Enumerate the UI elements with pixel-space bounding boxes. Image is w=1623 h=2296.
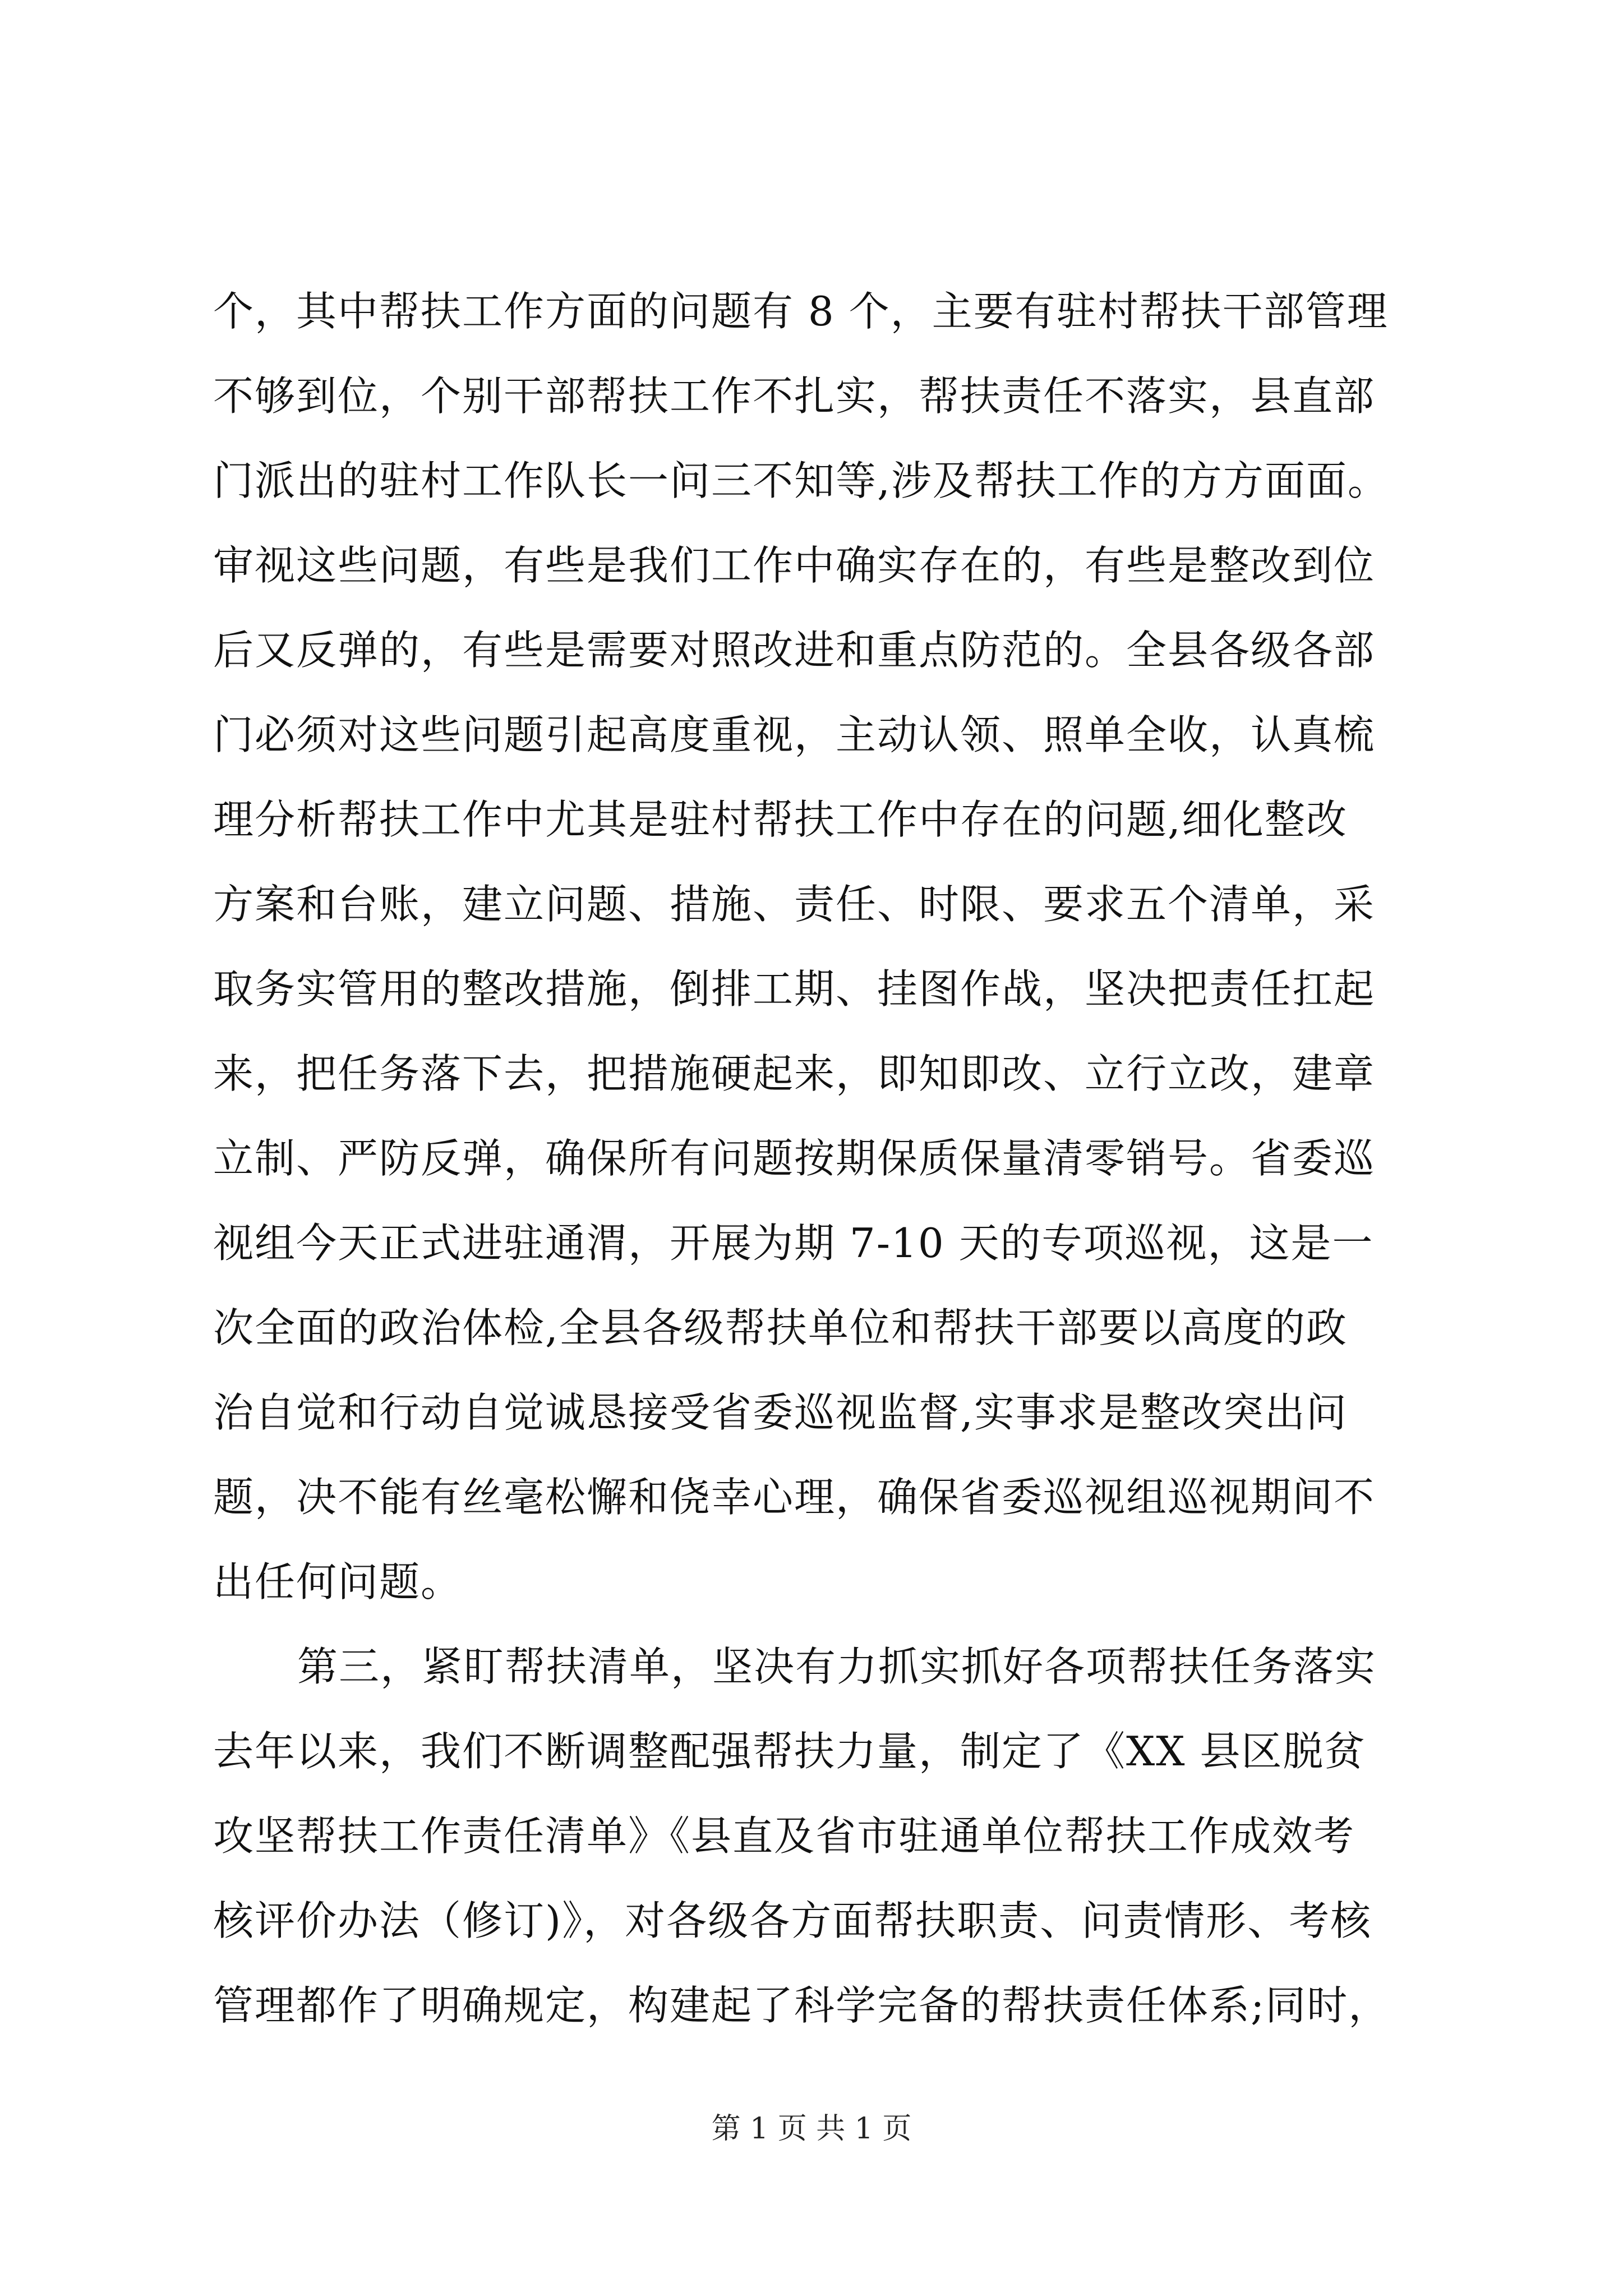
body-text [213,269,1424,2048]
text-line: 方案和台账，建立问题、措施、责任、时限、要求五个清单，采 [213,881,1376,928]
section-heading-line: 第三，紧盯帮扶清单，坚决有力抓实抓好各项帮扶任务落实 [297,1643,1377,1690]
text-line: 门必须对这些问题引起高度重视，主动认领、照单全收，认真梳 [213,711,1376,758]
text-line: 治自觉和行动自觉诚恳接受省委巡视监督,实事求是整改突出问 [213,1389,1348,1436]
text-line: 题，决不能有丝毫松懈和侥幸心理，确保省委巡视组巡视期间不 [213,1474,1376,1521]
text-line: 审视这些问题，有些是我们工作中确实存在的，有些是整改到位 [213,542,1376,589]
text-line: 后又反弹的，有些是需要对照改进和重点防范的。全县各级各部 [213,627,1376,674]
text-line: 不够到位，个别干部帮扶工作不扎实，帮扶责任不落实，县直部 [213,372,1376,420]
text-line: 出任何问题。 [213,1558,463,1605]
text-line: 去年以来，我们不断调整配强帮扶力量，制定了《XX 县区脱贫 [213,1728,1366,1775]
text-line: 立制、严防反弹，确保所有问题按期保质保量清零销号。省委巡 [213,1135,1376,1182]
page-footer: 第 1 页 共 1 页 [711,2112,912,2146]
text-line: 管理都作了明确规定，构建起了科学完备的帮扶责任体系;同时， [213,1982,1390,2029]
text-line: 理分析帮扶工作中尤其是驻村帮扶工作中存在的问题,细化整改 [213,796,1348,843]
text-line: 视组今天正式进驻通渭，开展为期 7-10 天的专项巡视，这是一 [213,1220,1374,1267]
text-line: 来，把任务落下去，把措施硬起来，即知即改、立行立改，建章 [213,1050,1376,1097]
text-line: 个，其中帮扶工作方面的问题有 8 个，主要有驻村帮扶干部管理 [213,288,1389,335]
text-line: 门派出的驻村工作队长一问三不知等,涉及帮扶工作的方方面面。 [213,457,1389,504]
text-line: 核评价办法（修订)》，对各级各方面帮扶职责、问责情形、考核 [213,1897,1372,1944]
text-line: 取务实管用的整改措施，倒排工期、挂图作战，坚决把责任扛起 [213,965,1376,1013]
text-line: 攻坚帮扶工作责任清单》《县直及省市驻通单位帮扶工作成效考 [213,1812,1355,1860]
text-line: 次全面的政治体检,全县各级帮扶单位和帮扶干部要以高度的政 [213,1304,1348,1351]
